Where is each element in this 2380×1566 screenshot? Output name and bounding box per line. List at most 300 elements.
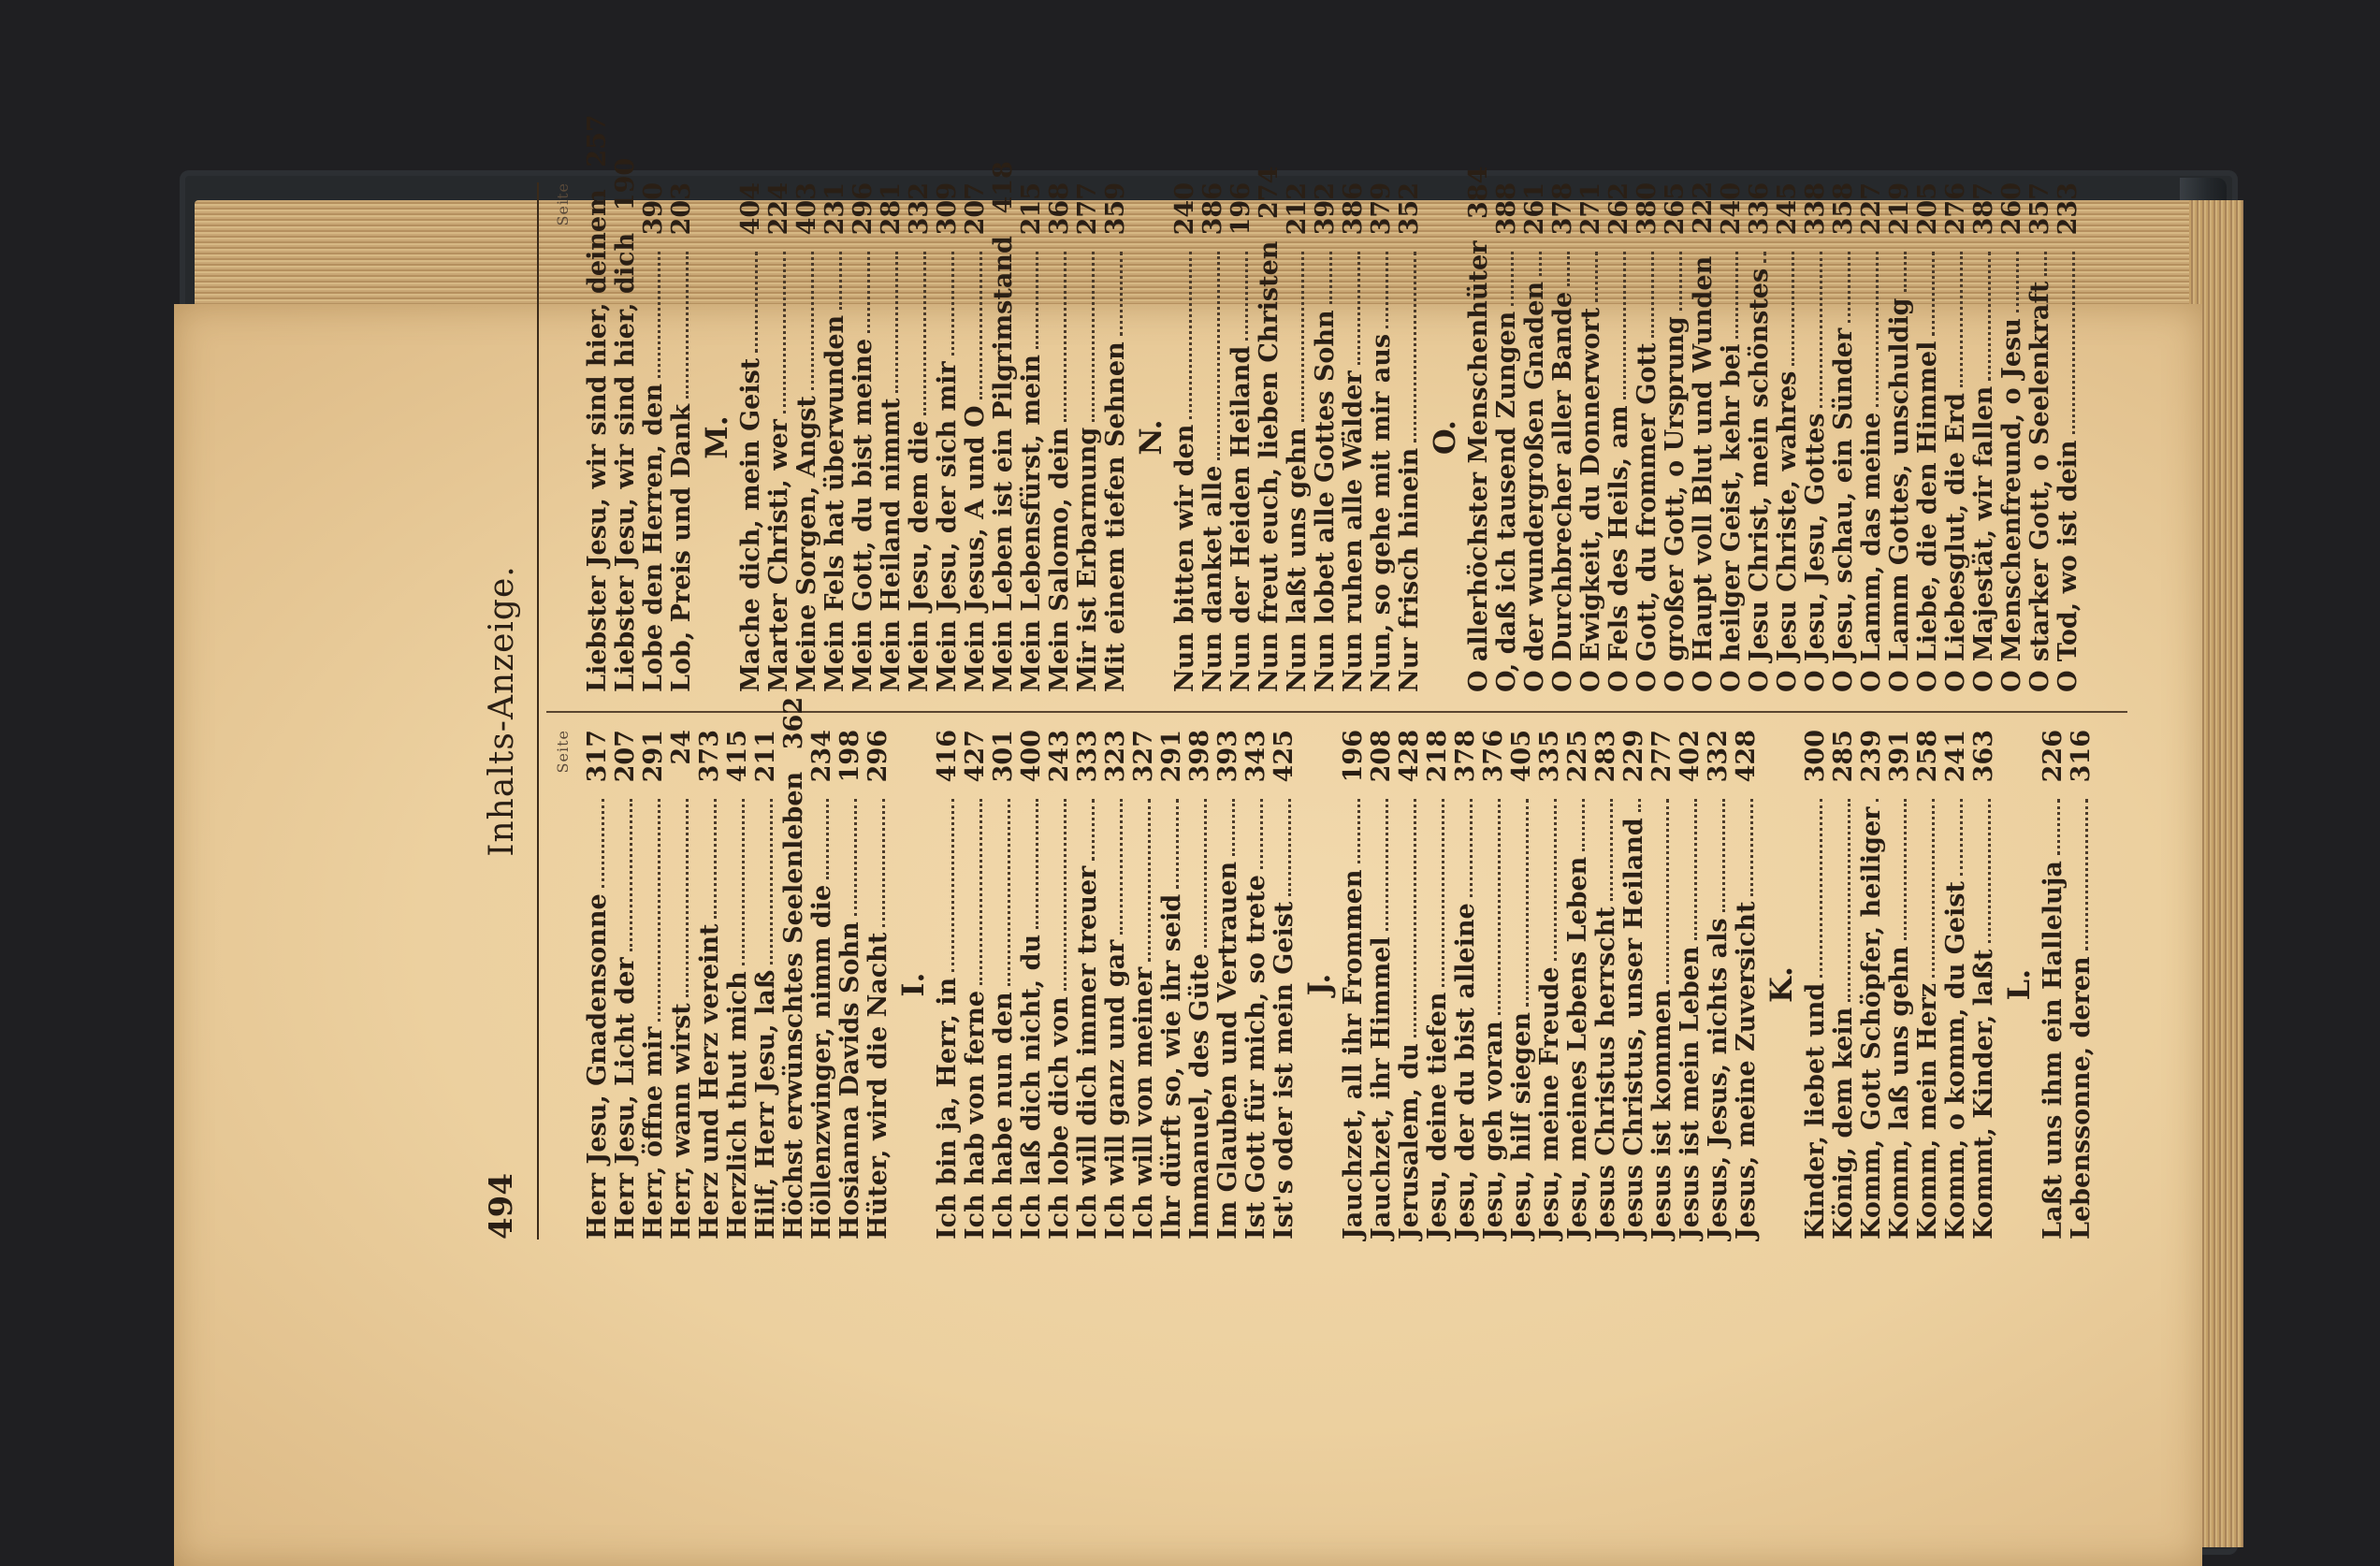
- page-ref: 323: [1101, 730, 1130, 783]
- hymn-title: Ich will dich immer treuer: [1073, 865, 1102, 1240]
- page-ref: 359: [1101, 182, 1130, 236]
- index-entry: [864, 730, 892, 1240]
- hymn-title: Herz und Herz vereint: [695, 923, 724, 1240]
- hymn-title: Nur frisch hinein: [1395, 447, 1424, 692]
- section-letter: M.: [699, 415, 734, 459]
- dot-leader: [1232, 799, 1235, 856]
- section-letter: K.: [1763, 966, 1799, 1003]
- index-entry: [1970, 182, 1998, 692]
- hymn-title: Mein Lebensfürst, mein: [1017, 355, 1046, 692]
- hymn-title: Meine Sorgen, Angst: [792, 396, 821, 692]
- index-entry: [1493, 182, 1521, 692]
- dot-leader: [1638, 799, 1641, 812]
- dot-leader: [895, 252, 898, 393]
- dot-leader: [1735, 252, 1738, 339]
- page-ref: 211: [751, 730, 780, 783]
- dot-leader: [1120, 799, 1123, 935]
- dot-leader: [882, 799, 885, 927]
- index-entry: [2068, 730, 2096, 1240]
- index-entry: [934, 730, 962, 1240]
- index-entry: [821, 182, 849, 692]
- index-entry: [1858, 730, 1886, 1240]
- dot-leader: [951, 799, 954, 972]
- dot-leader: [1582, 799, 1585, 851]
- dot-leader: [1092, 799, 1095, 861]
- dot-leader: [1932, 799, 1935, 978]
- hymn-title: Kommt, Kinder, laßt: [1969, 949, 1998, 1240]
- page-ref: 392: [1311, 182, 1340, 236]
- page-ref: 404: [736, 182, 765, 236]
- dot-leader: [1217, 252, 1220, 460]
- index-entry: [1102, 182, 1130, 692]
- seite-label: Seite: [554, 730, 572, 774]
- index-entry: [1886, 182, 1914, 692]
- page-ref: 291: [1157, 730, 1186, 783]
- index-entry: [1270, 730, 1299, 1240]
- page-ref: 363: [1969, 730, 1998, 783]
- dot-leader: [1414, 799, 1416, 1037]
- hymn-title: Mein Jesus, A und O: [961, 405, 990, 692]
- page-ref: 336: [1745, 182, 1774, 236]
- index-entry: [1690, 182, 1718, 692]
- page-ref: 265: [1661, 182, 1690, 236]
- page-ref: 239: [1857, 730, 1886, 783]
- dot-leader: [1470, 799, 1473, 897]
- page-ref: 378: [1548, 182, 1577, 236]
- hymn-title: O Jesu Christe, wahres: [1773, 370, 1802, 692]
- index-entry: [1733, 730, 1761, 1240]
- dot-leader: [1245, 252, 1248, 341]
- index-entry: [1452, 730, 1480, 1240]
- dot-leader: [1288, 799, 1291, 896]
- index-entry: [1368, 730, 1396, 1240]
- page-ref: 277: [1073, 182, 1102, 236]
- hymn-title: Mein Leben ist ein Pilgrimstand: [989, 236, 1018, 692]
- page-ref: 233: [2053, 182, 2082, 236]
- dot-leader: [1960, 252, 1963, 387]
- hymn-title: Mein Salomo, dein: [1045, 428, 1074, 692]
- dot-leader: [783, 252, 786, 413]
- dot-leader: [1848, 799, 1850, 1002]
- hymn-title: Ich will von meiner: [1129, 966, 1158, 1240]
- page-ref: 261: [1520, 182, 1549, 236]
- dot-leader: [1722, 799, 1725, 912]
- book-page: [174, 114, 2202, 1566]
- index-entry: [1802, 730, 1830, 1240]
- hymn-title: Nun freut euch, lieben Christen: [1255, 240, 1284, 692]
- dot-leader: [1092, 252, 1095, 422]
- dot-leader: [1008, 799, 1010, 986]
- dot-leader: [658, 252, 660, 378]
- dot-leader: [1386, 799, 1388, 931]
- dot-leader: [1610, 799, 1613, 901]
- dot-leader: [1876, 252, 1879, 407]
- hymn-title: O Ewigkeit, du Donnerwort: [1576, 307, 1605, 692]
- page-ref: 245: [1773, 182, 1802, 236]
- dot-leader: [1189, 252, 1192, 419]
- hymn-title: Jesu, geh voran: [1479, 1021, 1508, 1240]
- hymn-title: Liebster Jesu, wir sind hier, deinem: [583, 189, 612, 692]
- hymn-title: O Majestät, wir fallen: [1969, 385, 1998, 692]
- index-entry: [1662, 182, 1690, 692]
- hymn-title: Kinder, liebet und: [1801, 982, 1830, 1240]
- page-ref: 234: [807, 730, 836, 783]
- index-entry: [934, 182, 962, 692]
- page-ref: 240: [1170, 182, 1199, 236]
- index-entry: [849, 182, 878, 692]
- dot-leader: [1120, 252, 1123, 336]
- dot-leader: [1988, 799, 1991, 944]
- hymn-title: Komm, Gott Schöpfer, heiliger: [1857, 806, 1886, 1240]
- page-ref: 215: [1017, 182, 1046, 236]
- dot-leader: [1554, 799, 1557, 961]
- index-entry: [737, 182, 765, 692]
- hymn-title: Jesu, hilf siegen: [1507, 1011, 1536, 1240]
- index-entry: [1046, 730, 1074, 1240]
- hymn-title: Jesu, der du bist alleine: [1451, 903, 1480, 1240]
- dot-leader: [658, 799, 660, 1022]
- hymn-title: Jesu, meines Lebens Leben: [1563, 856, 1592, 1240]
- page-ref: 212: [1283, 182, 1312, 236]
- dot-leader: [1498, 799, 1501, 1015]
- dot-leader: [2016, 252, 2019, 312]
- index-entry: [808, 730, 836, 1240]
- index-entry: [962, 182, 990, 692]
- section-letter: N.: [1133, 419, 1168, 456]
- index-entry: [696, 730, 724, 1240]
- page-ref: 327: [1129, 730, 1158, 783]
- dot-leader: [1036, 252, 1038, 349]
- index-entry: [1564, 730, 1592, 1240]
- hymn-title: Hilf, Herr Jesu, laß: [751, 969, 780, 1240]
- hymn-title: Hosianna Davids Sohn: [835, 921, 864, 1240]
- page-ref: 398: [1185, 730, 1214, 783]
- dot-leader: [1176, 799, 1179, 889]
- dot-leader: [1876, 799, 1879, 802]
- dot-leader: [1679, 252, 1682, 311]
- hymn-title: Immanuel, des Güte: [1185, 953, 1214, 1240]
- hymn-title: Jesus ist kommen: [1647, 989, 1676, 1240]
- dot-leader: [2085, 799, 2088, 950]
- page-ref: 296: [863, 730, 892, 783]
- page-ref: 335: [1535, 730, 1564, 783]
- hymn-title: Ihr dürft so, wie ihr seid: [1157, 893, 1186, 1240]
- dot-leader: [1301, 252, 1304, 422]
- page-ref: 222: [1689, 181, 1718, 235]
- dot-leader: [1651, 252, 1654, 338]
- page-ref: 208: [1367, 730, 1396, 783]
- hymn-title: Nun bitten wir den: [1170, 424, 1199, 692]
- header-rule: [537, 182, 539, 1240]
- page-ref: 415: [723, 730, 752, 783]
- page-ref: 427: [961, 730, 990, 783]
- page-content: [472, 114, 2165, 1240]
- index-entry: [1774, 182, 1802, 692]
- hymn-title: O Jesu Christ, mein schönstes: [1745, 268, 1774, 692]
- index-entry: [1705, 730, 1733, 1240]
- page-ref: 428: [1732, 730, 1761, 783]
- index-entry: [612, 730, 640, 1240]
- page-ref: 281: [877, 182, 906, 236]
- index-entry: [1620, 730, 1648, 1240]
- page-ref: 317: [583, 730, 612, 783]
- dot-leader: [602, 799, 604, 888]
- hymn-title: Lob, Preis und Dank: [667, 403, 696, 692]
- index-entry: [1942, 182, 1970, 692]
- index-entry: [906, 182, 934, 692]
- hymn-title: O großer Gott, o Ursprung: [1661, 316, 1690, 692]
- page-ref: 332: [1704, 730, 1733, 783]
- index-entry: [1396, 730, 1424, 1240]
- page-ref: 240: [1717, 182, 1746, 236]
- hymn-title: O allerhöchster Menschenhüter: [1464, 240, 1493, 692]
- dot-leader: [1960, 799, 1963, 876]
- index-entry: [1284, 182, 1312, 692]
- dot-leader: [1526, 799, 1529, 1007]
- hymn-title: O Haupt voll Blut und Wunden: [1689, 255, 1718, 692]
- hymn-title: Jauchzet, all ihr Frommen: [1339, 869, 1368, 1240]
- index-entry: [668, 730, 696, 1240]
- dot-leader: [1357, 799, 1360, 863]
- page-ref: 229: [1619, 730, 1648, 783]
- page-ref: 296: [849, 182, 878, 236]
- page-ref: 391: [1885, 730, 1914, 783]
- index-entry: [1242, 730, 1270, 1240]
- page-ref: 300: [1801, 730, 1830, 783]
- index-entry: [1858, 182, 1886, 692]
- index-entry: [1227, 182, 1255, 692]
- index-entry: [1340, 730, 1368, 1240]
- hymn-title: Ist's oder ist mein Geist: [1270, 901, 1299, 1240]
- hymn-title: König, dem kein: [1829, 1007, 1858, 1240]
- hymn-title: O Lamm Gottes, unschuldig: [1885, 297, 1914, 692]
- dot-leader: [1820, 799, 1822, 978]
- index-entry: [962, 730, 990, 1240]
- section-letter: J.: [1301, 973, 1337, 996]
- page-ref: 258: [1913, 730, 1942, 783]
- page-ref: 24: [667, 730, 696, 765]
- index-entry: [1830, 182, 1858, 692]
- index-entry: [611, 157, 640, 692]
- hymn-title: O heilger Geist, kehr bei: [1717, 343, 1746, 692]
- index-entry: [1424, 730, 1452, 1240]
- page-ref: 274: [1255, 166, 1284, 219]
- index-entry: [1605, 182, 1633, 692]
- index-entry: [724, 730, 752, 1240]
- dot-leader: [2057, 799, 2060, 855]
- hymn-title: Mein Fels hat überwunden: [820, 314, 849, 692]
- hymn-title: O Gott, du frommer Gott: [1633, 342, 1662, 692]
- dot-leader: [854, 799, 857, 916]
- index-entry: [1521, 182, 1549, 692]
- page-ref: 428: [1395, 730, 1424, 783]
- page-ref: 196: [1226, 182, 1255, 236]
- page-ref: 283: [1591, 730, 1620, 783]
- page-ref: 387: [1969, 182, 1998, 236]
- hymn-title: O starker Gott, o Seelenkraft: [2025, 281, 2054, 692]
- page-ref: 333: [1073, 730, 1102, 783]
- dot-leader: [1064, 252, 1067, 422]
- index-entry: [1508, 730, 1536, 1240]
- hymn-title: Jerusalem, du: [1395, 1043, 1424, 1240]
- hymn-title: Nun laßt uns gehn: [1283, 428, 1312, 692]
- hymn-title: O Durchbrecher aller Bande: [1548, 291, 1577, 692]
- page-ref: 205: [1913, 182, 1942, 236]
- page-ref: 271: [1576, 182, 1605, 236]
- page-ref: 403: [792, 182, 821, 236]
- hymn-title: Jesus, meine Zuversicht: [1732, 901, 1761, 1240]
- page-ref: 368: [1045, 182, 1074, 236]
- index-entry: [1592, 730, 1620, 1240]
- page-ref: 198: [835, 730, 864, 783]
- page-ref: 357: [2025, 182, 2054, 236]
- dot-leader: [1792, 252, 1794, 366]
- index-entry: [1368, 182, 1396, 692]
- page-ref: 378: [1451, 730, 1480, 783]
- hymn-title: Laßt uns ihm ein Halleluja: [2039, 861, 2068, 1240]
- page-ref: 219: [1885, 182, 1914, 236]
- hymn-title: O Fels des Heils, am: [1604, 405, 1633, 692]
- page-ref: 241: [1941, 730, 1970, 783]
- hymn-title: Liebster Jesu, wir sind hier, dich: [611, 232, 640, 692]
- hymn-title: O Liebe, die den Himmel: [1913, 341, 1942, 692]
- page-ref: 243: [1045, 730, 1074, 783]
- index-entry: [989, 161, 1018, 692]
- hymn-title: O Menschenfreund, o Jesu: [1997, 318, 2026, 692]
- hymn-title: Nun, so gehe mit mir aus: [1367, 333, 1396, 692]
- running-title: Inhalts-Anzeige.: [483, 565, 521, 857]
- page-ref: 226: [2039, 730, 2068, 783]
- hymn-title: Jesu, meine Freude: [1535, 966, 1564, 1240]
- page-ref: 190: [611, 157, 640, 211]
- index-entry: [1046, 182, 1074, 692]
- hymn-title: Herr Jesu, Licht der: [611, 957, 640, 1240]
- page-ref: 224: [764, 182, 793, 236]
- hymn-title: O Tod, wo ist dein: [2053, 440, 2082, 692]
- dot-leader: [1511, 252, 1514, 306]
- dot-leader: [1763, 252, 1766, 263]
- index-entry: [584, 730, 612, 1240]
- page-ref: 386: [1339, 182, 1368, 236]
- page-ref: 418: [989, 161, 1018, 214]
- seite-label: Seite: [554, 182, 572, 226]
- page-ref: 384: [1464, 166, 1493, 219]
- hymn-title: O Lamm, das meine: [1857, 412, 1886, 692]
- hymn-title: Mein Jesu, der sich mir: [933, 361, 962, 692]
- dot-leader: [1988, 252, 1991, 381]
- dot-leader: [1539, 252, 1542, 276]
- dot-leader: [2044, 252, 2047, 276]
- page-ref: 218: [1423, 730, 1452, 783]
- dot-leader: [2072, 252, 2075, 434]
- dot-leader: [1064, 799, 1067, 991]
- hymn-title: Ich hab von ferne: [961, 990, 990, 1240]
- dot-leader: [1666, 799, 1669, 984]
- index-entry: [1830, 730, 1858, 1240]
- index-entry: [668, 182, 696, 692]
- index-entry: [1186, 730, 1214, 1240]
- hymn-title: Nun lobet alle Gottes Sohn: [1311, 310, 1340, 692]
- index-entry: [1130, 730, 1158, 1240]
- dot-leader: [1204, 799, 1207, 948]
- index-entry: [990, 730, 1018, 1240]
- page-ref: 379: [1367, 182, 1396, 236]
- hymn-title: Ich bin ja, Herr, in: [933, 977, 962, 1240]
- page-ref: 225: [1563, 730, 1592, 783]
- dot-leader: [714, 799, 717, 919]
- dot-leader: [1848, 252, 1850, 323]
- index-entry: [1998, 182, 2026, 692]
- page-ref: 376: [1479, 730, 1508, 783]
- index-entry: [752, 730, 780, 1240]
- index-entry: [2039, 730, 2068, 1240]
- index-column-right: [554, 114, 2144, 692]
- index-entry: [1942, 730, 1970, 1240]
- index-entry: [1018, 182, 1046, 692]
- page-ref: 380: [1633, 182, 1662, 236]
- index-entry: [765, 182, 793, 692]
- dot-leader: [980, 252, 982, 399]
- index-entry: [2026, 182, 2054, 692]
- page-ref: 301: [989, 730, 1018, 783]
- hymn-title: Ist Gott für mich, so trete: [1241, 875, 1270, 1240]
- hymn-title: Lebenssonne, deren: [2067, 956, 2096, 1240]
- hymn-title: Jesus Christus herrscht: [1591, 906, 1620, 1240]
- hymn-title: Komm, mein Herz: [1913, 982, 1942, 1240]
- page-ref: 390: [639, 182, 668, 236]
- index-entry: [1102, 730, 1130, 1240]
- index-entry: [1214, 730, 1242, 1240]
- hymn-title: Mache dich, mein Geist: [736, 357, 765, 692]
- index-entry: [583, 114, 612, 692]
- index-entry: [1746, 182, 1774, 692]
- hymn-title: Ich will ganz und gar: [1101, 939, 1130, 1240]
- index-entry: [1970, 730, 1998, 1240]
- index-entry: [1171, 182, 1199, 692]
- dot-leader: [1386, 252, 1388, 328]
- page-ref: 373: [695, 730, 724, 783]
- hymn-title: Mein Jesu, dem die: [905, 420, 934, 692]
- page-ref: 343: [1241, 730, 1270, 783]
- page-ref: 276: [1941, 182, 1970, 236]
- page-ref: 309: [933, 182, 962, 236]
- hymn-title: Herr, öffne mir: [639, 1026, 668, 1240]
- dot-leader: [1260, 799, 1263, 869]
- dot-leader: [1932, 252, 1935, 336]
- hymn-title: O, daß ich tausend Zungen: [1492, 311, 1521, 692]
- hymn-title: Herr, wann wirst: [667, 1003, 696, 1240]
- page-ref: 416: [933, 730, 962, 783]
- hymn-title: Komm, laß uns gehn: [1885, 946, 1914, 1240]
- page-ref: 207: [961, 182, 990, 236]
- index-entry: [1396, 182, 1424, 692]
- hymn-title: Jesu, deine tiefen: [1423, 992, 1452, 1240]
- page-ref: 277: [1647, 730, 1676, 783]
- index-entry: [2054, 182, 2082, 692]
- hymn-title: Hüter, wird die Nacht: [863, 932, 892, 1240]
- index-entry: [1199, 182, 1227, 692]
- page-ref: 352: [1395, 182, 1424, 236]
- hymn-title: Lobe den Herren, den: [639, 384, 668, 692]
- hymn-title: Nun danket alle: [1198, 465, 1227, 692]
- hymn-title: O Liebesglut, die Erd: [1941, 392, 1970, 692]
- index-entry: [1676, 730, 1705, 1240]
- page-ref: 425: [1270, 730, 1299, 783]
- hymn-title: Ich laß dich nicht, du: [1017, 934, 1046, 1240]
- dot-leader: [1148, 799, 1151, 962]
- dot-leader: [1036, 799, 1038, 929]
- index-entry: [1074, 730, 1102, 1240]
